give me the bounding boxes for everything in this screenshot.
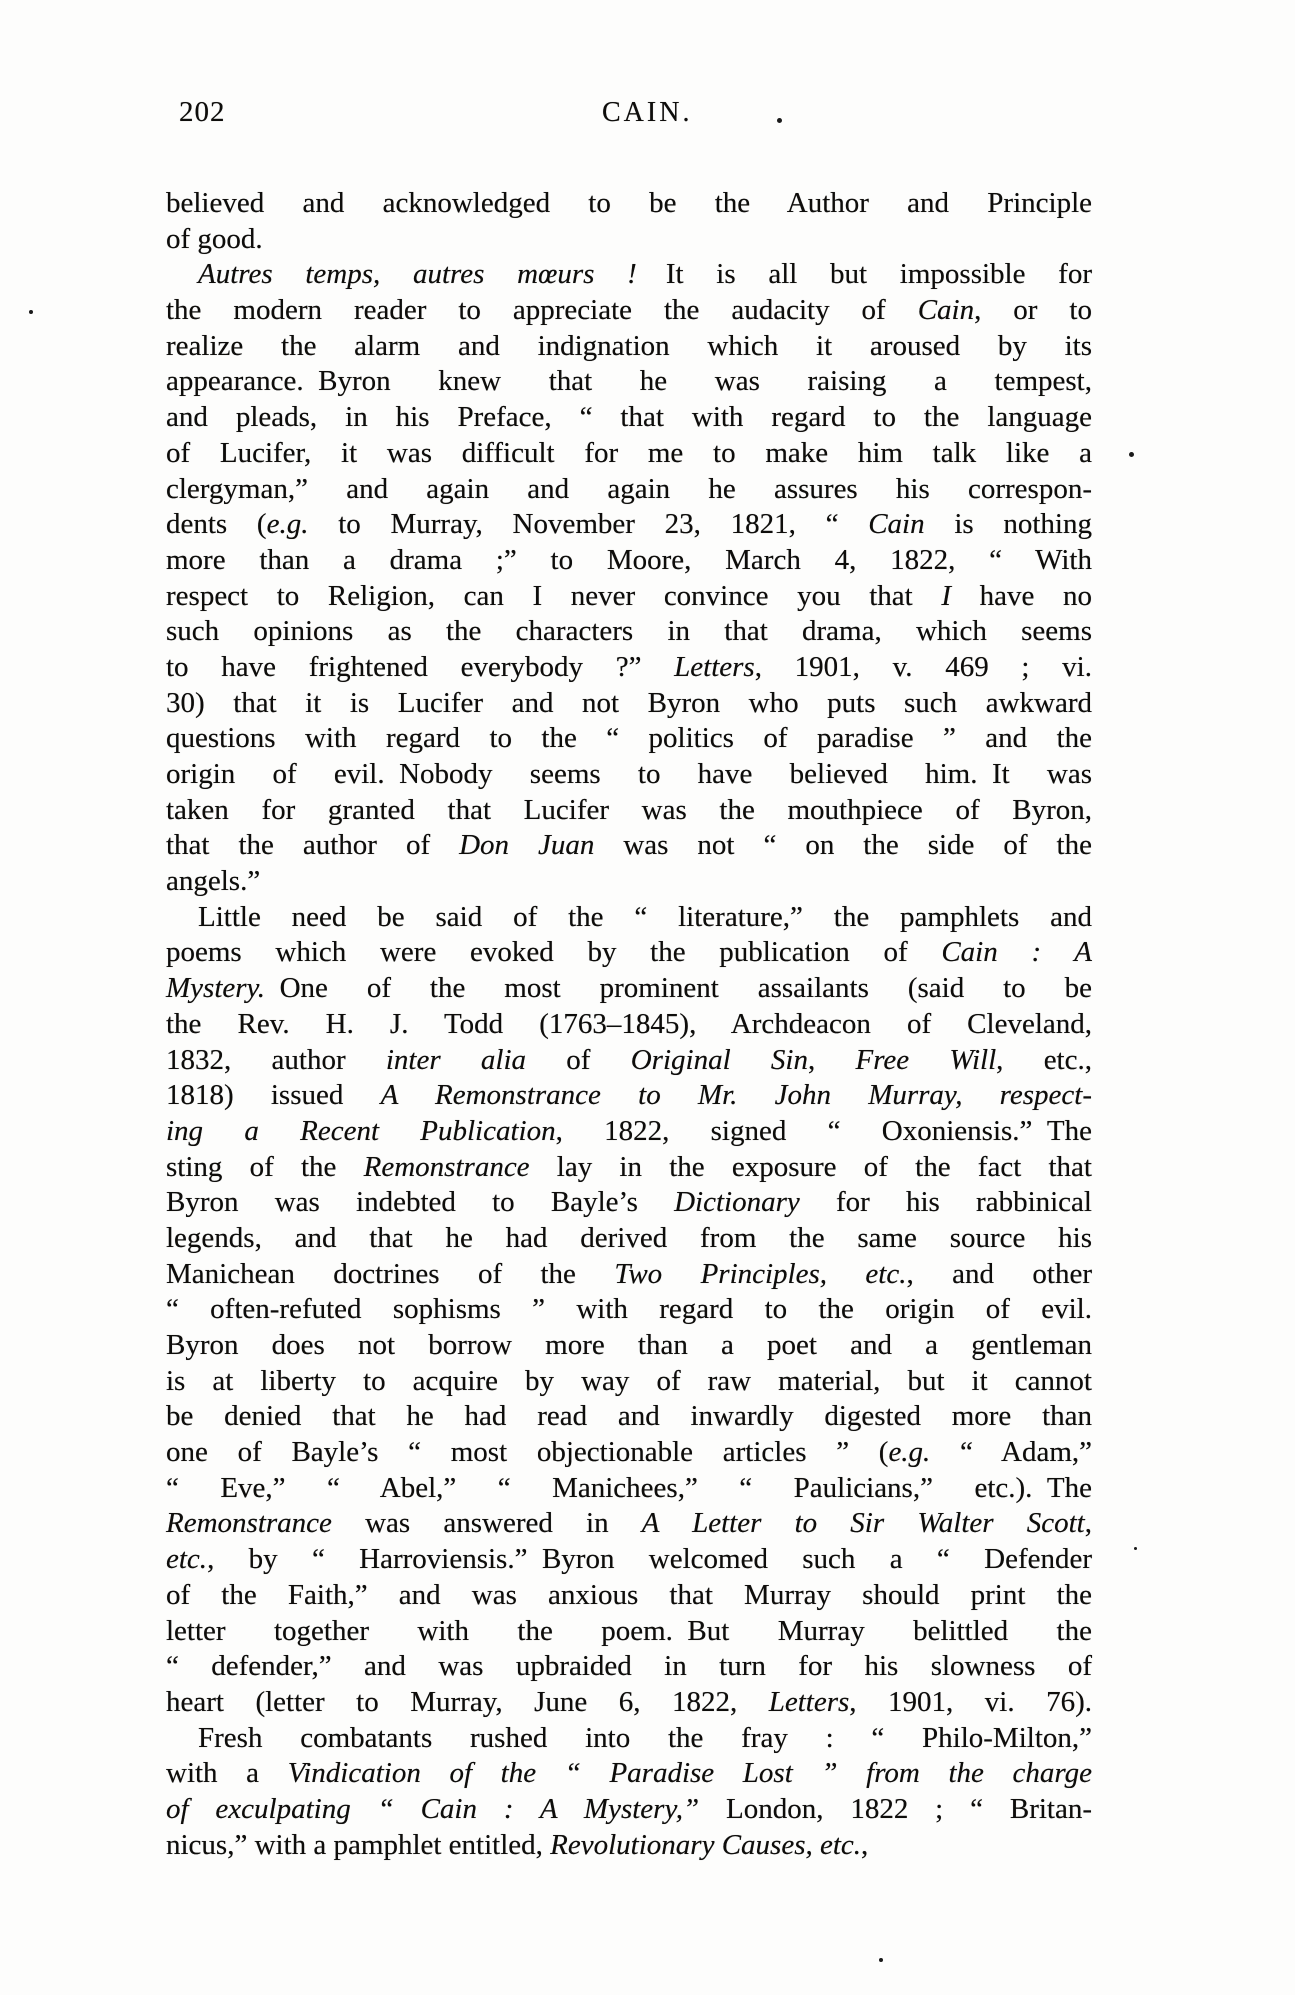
text-line xyxy=(166,1649,1092,1685)
text-segment: with a xyxy=(166,1757,288,1790)
italic-text-segment: Cain xyxy=(917,294,975,327)
text-segment: dents ( xyxy=(166,508,267,541)
text-segment: of xyxy=(526,1043,631,1076)
text-segment: such opinions as the characters in that drama, which seems xyxy=(166,615,1092,648)
text-segment: the Rev. H. J. Todd (1763–1845), Archdeacon of Cleveland, xyxy=(166,1007,1092,1040)
text-segment: Byron was indebted to Bayle’s xyxy=(166,1186,675,1219)
text-segment: Manichean doctrines of the xyxy=(166,1257,615,1290)
text-segment: , xyxy=(1084,1507,1092,1540)
text-segment: taken for granted that Lucifer was the mouthpiece of Byron, xyxy=(166,793,1092,826)
text-line xyxy=(166,472,1092,508)
italic-text-segment: Cain : A xyxy=(941,936,1092,969)
text-segment: nicus,” with a pamphlet entitled, xyxy=(166,1828,551,1861)
text-segment: be denied that he had read and inwardly digested more than xyxy=(166,1400,1092,1433)
text-segment: London, 1822 ; “ Britan- xyxy=(699,1792,1092,1825)
text-line xyxy=(166,686,1092,722)
text-line xyxy=(166,1399,1092,1435)
text-segment: , 1822, signed “ Oxoniensis.” The xyxy=(555,1114,1092,1147)
italic-text-segment: Dictionary xyxy=(674,1186,800,1219)
ink-speck xyxy=(777,118,782,123)
text-line xyxy=(166,900,1092,936)
text-segment: poems which were evoked by the publication of xyxy=(166,936,942,969)
italic-text-segment: Mystery. xyxy=(166,972,266,1005)
text-line xyxy=(166,1185,1092,1221)
text-segment: appearance. Byron knew that he was raising a tempest, xyxy=(166,365,1092,398)
text-segment: realize the alarm and indignation which it aroused by its xyxy=(166,329,1092,362)
italic-text-segment: Free Will xyxy=(855,1043,997,1076)
text-line xyxy=(166,1364,1092,1400)
text-segment: sting of the xyxy=(166,1150,364,1183)
text-segment: letter together with the poem. But Murray belittled the xyxy=(166,1614,1092,1647)
text-segment: “ defender,” and was upbraided in turn for his slowness of xyxy=(166,1650,1092,1683)
italic-text-segment: Don Juan xyxy=(459,829,595,862)
text-segment: is nothing xyxy=(924,508,1092,541)
text-line xyxy=(166,1328,1092,1364)
text-line xyxy=(166,222,1092,258)
text-segment: to Murray, November 23, 1821, “ xyxy=(308,508,869,541)
text-line xyxy=(166,329,1092,365)
text-segment: respect to Religion, can I never convince you that xyxy=(166,579,942,612)
text-line xyxy=(166,1614,1092,1650)
italic-text-segment: Letters xyxy=(674,650,755,683)
text-line xyxy=(166,293,1092,329)
text-segment: questions with regard to the “ politics of paradise ” and the xyxy=(166,722,1092,755)
ink-speck xyxy=(1134,1547,1137,1550)
text-segment: , xyxy=(861,1828,869,1861)
italic-text-segment: A Letter to Sir Walter Scott xyxy=(641,1507,1085,1540)
text-line xyxy=(166,1078,1092,1114)
text-segment: is at liberty to acquire by way of raw material, but it cannot xyxy=(166,1364,1092,1397)
italic-text-segment: ing a Recent Publication xyxy=(166,1114,556,1147)
text-line xyxy=(166,1685,1092,1721)
text-segment: , xyxy=(807,1043,856,1076)
text-line xyxy=(166,1043,1092,1079)
text-segment: was answered in xyxy=(331,1507,642,1540)
text-segment: , 1901, vi. 76). xyxy=(849,1685,1092,1718)
text-line xyxy=(166,1007,1092,1043)
text-line xyxy=(166,507,1092,543)
text-line xyxy=(166,1506,1092,1542)
text-segment: of Lucifer, it was difficult for me to make him talk like a xyxy=(166,436,1092,469)
text-segment: for his rabbinical xyxy=(799,1186,1092,1219)
text-line xyxy=(166,1435,1092,1471)
text-line xyxy=(166,721,1092,757)
italic-text-segment: I xyxy=(941,579,951,612)
text-line xyxy=(166,436,1092,472)
italic-text-segment: Cain xyxy=(868,508,925,541)
text-segment: have no xyxy=(951,579,1092,612)
text-segment: of the Faith,” and was anxious that Murray should print the xyxy=(166,1578,1092,1611)
text-segment: more than a drama ;” to Moore, March 4, 1822, “ With xyxy=(166,543,1092,576)
text-line xyxy=(166,1756,1092,1792)
italic-text-segment: Revolutionary Causes, etc. xyxy=(550,1828,862,1861)
text-line xyxy=(166,650,1092,686)
text-segment: Byron does not borrow more than a poet and a gentleman xyxy=(166,1329,1092,1361)
text-line xyxy=(166,935,1092,971)
text-segment: One of the most prominent assailants (said to be xyxy=(265,972,1092,1005)
text-line xyxy=(166,1542,1092,1578)
italic-text-segment: e.g. xyxy=(888,1436,931,1469)
italic-text-segment: inter alia xyxy=(385,1043,527,1076)
text-segment: the modern reader to appreciate the audacity of xyxy=(166,294,918,327)
text-segment: that the author of xyxy=(166,829,460,862)
italic-text-segment: Vindication of the “ Paradise Lost ” from the charge xyxy=(287,1757,1092,1790)
text-line xyxy=(166,828,1092,864)
text-segment: 1818) issued xyxy=(166,1079,381,1112)
text-line xyxy=(166,1721,1092,1757)
text-segment: “ often-refuted sophisms ” with regard to the origin of evil. xyxy=(166,1293,1092,1326)
text-line xyxy=(166,971,1092,1007)
text-segment: “ Eve,” “ Abel,” “ Manichees,” “ Paulicians,” etc.). The xyxy=(166,1471,1092,1504)
text-segment: lay in the exposure of the fact that xyxy=(529,1150,1092,1183)
page-number: 202 xyxy=(179,96,226,128)
text-segment: to have frightened everybody ?” xyxy=(166,650,675,683)
text-line xyxy=(166,793,1092,829)
page-body xyxy=(166,186,1092,1863)
text-segment: , by “ Harroviensis.” Byron welcomed such a “ Defender xyxy=(207,1543,1092,1576)
text-segment: legends, and that he had derived from the same source his xyxy=(166,1221,1092,1254)
text-segment: was not “ on the side of the xyxy=(594,829,1092,862)
text-segment: heart (letter to Murray, June 6, 1822, xyxy=(166,1685,769,1718)
text-line xyxy=(166,1292,1092,1328)
text-segment: , and other xyxy=(906,1257,1093,1290)
italic-text-segment: of exculpating “ Cain : A Mystery,” xyxy=(166,1792,700,1825)
italic-text-segment: Autres temps, autres mœurs ! xyxy=(198,258,637,291)
text-segment: clergyman,” and again and again he assures his correspon- xyxy=(166,472,1092,505)
italic-text-segment: e.g. xyxy=(266,508,309,541)
text-line xyxy=(166,1792,1092,1828)
ink-speck xyxy=(879,1958,883,1962)
text-line xyxy=(166,1257,1092,1293)
italic-text-segment: Two Principles, etc. xyxy=(614,1257,907,1290)
text-segment: “ Adam,” xyxy=(930,1436,1092,1469)
text-line xyxy=(166,1828,1092,1864)
text-segment: 30) that it is Lucifer and not Byron who puts such awkward xyxy=(166,686,1092,719)
text-line xyxy=(166,1221,1092,1257)
text-line xyxy=(166,257,1092,293)
text-line xyxy=(166,1150,1092,1186)
text-segment: Little need be said of the “ literature,” the pamphlets and xyxy=(198,900,1092,933)
italic-text-segment: Remonstrance xyxy=(363,1150,530,1183)
text-segment: 1832, author xyxy=(166,1043,386,1076)
text-line xyxy=(166,757,1092,793)
text-segment: origin of evil. Nobody seems to have believed him. It was xyxy=(166,758,1092,790)
text-segment: believed and acknowledged to be the Author and Principle xyxy=(166,187,1092,219)
text-line xyxy=(166,1471,1092,1507)
text-segment: angels.” xyxy=(166,865,261,898)
text-segment: , etc., xyxy=(996,1043,1092,1076)
text-line xyxy=(166,543,1092,579)
ink-speck xyxy=(1129,452,1134,457)
text-line xyxy=(166,579,1092,615)
text-line xyxy=(166,864,1092,900)
italic-text-segment: Original Sin xyxy=(630,1043,808,1076)
ink-speck xyxy=(29,310,33,314)
text-segment: of good. xyxy=(166,222,263,255)
text-segment: , or to xyxy=(974,294,1092,327)
text-line xyxy=(166,1114,1092,1150)
text-segment: one of Bayle’s “ most objectionable articles ” ( xyxy=(166,1436,889,1469)
text-segment: , 1901, v. 469 ; vi. xyxy=(754,650,1092,683)
text-line xyxy=(166,186,1092,222)
text-segment: and pleads, in his Preface, “ that with regard to the language xyxy=(166,401,1092,434)
text-segment: Fresh combatants rushed into the fray : “ Philo-Milton,” xyxy=(198,1721,1092,1754)
text-line xyxy=(166,364,1092,400)
text-segment: It is all but impossible for xyxy=(636,258,1092,291)
text-line xyxy=(166,614,1092,650)
italic-text-segment: Letters xyxy=(768,1685,850,1718)
italic-text-segment: Remonstrance xyxy=(166,1507,332,1540)
italic-text-segment: A Remonstrance to Mr. John Murray, respect- xyxy=(380,1079,1092,1112)
text-line xyxy=(166,1578,1092,1614)
running-title: CAIN. xyxy=(602,97,693,128)
italic-text-segment: etc. xyxy=(166,1543,208,1576)
text-line xyxy=(166,400,1092,436)
